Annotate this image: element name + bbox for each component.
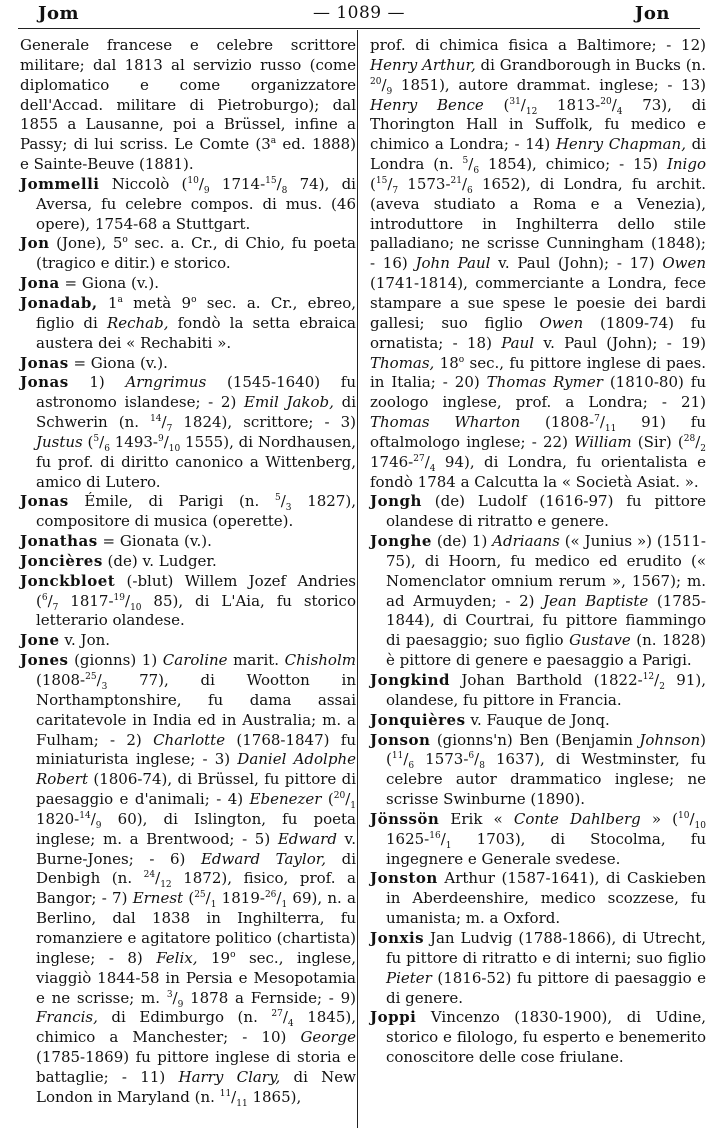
header-right-word: Jon	[634, 3, 670, 24]
dictionary-entry-jonckbloet: Jonckbloet (-blut) Willem Jozef Andries ($^6/_7$ $1817-^{19}/_{10}$ 85), di L'Aia, fu storico letterario olandese.	[20, 571, 356, 630]
dictionary-entry-jongkind: Jongkind Johan Barthold ($1822-^{12}/_2$ 91), olandese, fu pittore in Francia.	[370, 671, 706, 709]
dictionary-entry-jonson: Jonson (gionns'n) Ben (Benjamin Johnson) ($^{11}/_6$ $1573-^6/_8$ 1637), di Westminster, fu celebre autor drammatico inglese; ne scrisse Swinburne (1890).	[370, 730, 706, 809]
dictionary-entry-jommelli: Jommelli Niccolò ($^{10}/_9$ $1714-^{15}/_8$ 74), di Aversa, fu celebre compos. di mus. (46 opere), 1754-68 a Stuttgart.	[20, 174, 356, 233]
dictionary-entry-jonadab: Jonadab, 1$^a$ metà 9$^o$ sec. a. Cr., ebreo, figlio di Rechab, fondò la setta ebraica austera dei « Rechabiti ».	[20, 293, 357, 352]
dictionary-entry-jonsson: Jönssön Erik « Conte Dahlberg » ($^{10}/_{10}$ $1625-^{16}/_1$ 1703), di Stocolma, fu ingegnere e Generale svedese.	[370, 809, 706, 868]
dictionary-entry-joppi: Joppi Vincenzo (1830-1900), di Udine, storico e filologo, fu esperto e benemerito conoscitore delle cose friulane.	[370, 1008, 706, 1067]
dictionary-entry-jona: Jona = Giona (v.).	[20, 274, 159, 293]
dictionary-entry-jonas2: Jonas 1) Arngrimus (1545-1640) fu astronomo islandese; - 2) Emil Jakob, di Schwerin (n. $^{14}/_7$ 1824), scrittore; - 3) Justus ($^5/_6$ $1493-^9/_{10}$ 1555), di Nordhausen, fu prof. di diritto canonico a Wittenberg, amico di Lutero.	[20, 373, 357, 491]
dictionary-entry-jonghe: Jonghe (de) 1) Adriaans (« Junius ») (1511-75), di Hoorn, fu medico ed erudito (« Nomenclator omnium rerum », 1567); m. ad Armuyden; - 2) Jean Baptiste (1785-1844), di Courtrai, fu pittore fiammingo di paesaggio; suo figlio Gustave (n. 1828) è pittore di genere e paesaggio a Parigi.	[370, 532, 707, 670]
page-header	[0, 0, 718, 30]
dictionary-entry-jonathas: Jonathas = Gionata (v.).	[20, 532, 212, 551]
dictionary-entry-jonas1: Jonas = Giona (v.).	[20, 353, 168, 372]
column-divider	[357, 30, 358, 1128]
right-column	[370, 36, 706, 1068]
dictionary-entry-joncieres: Joncières (de) v. Ludger.	[20, 551, 217, 570]
dictionary-entry-jongh: Jongh (de) Ludolf (1616-97) fu pittore olandese di ritratto e genere.	[370, 492, 706, 531]
dictionary-entry-jones: Jones (gionns) 1) Caroline marit. Chisholm ($1808-^{25}/_3$ 77), di Wootton in Northamptonshire, fu dama assai caritatevole in India ed in Australia; m. a Fulham; - 2) Charlotte (1768-1847) fu miniaturista inglese; - 3) Daniel Adolphe Robert (1806-74), di Brüssel, fu pittore di paesaggio e d'animali; - 4) Ebenezer ($^{20}/_1$ $1820-^{14}/_9$ 60), di Islington, fu poeta inglese; m. a Brentwood; - 5) Edward v. Burne-Jones; - 6) Edward Taylor, di Denbigh (n. $^{24}/_{12}$ 1872), fisico, prof. a Bangor; - 7) Ernest ($^{25}/_1$ $1819-^{26}/_1$ 69), n. a Berlino, dal 1838 in Inghilterra, fu romanziere e agitatore politico (chartista) inglese; - 8) Felix, 19$^o$ sec., inglese, viaggiò 1844-58 in Persia e Mesopotamia e ne scrisse; m. $^3/_9$ 1878 a Fernside; - 9) Francis, di Edimburgo (n. $^{27}/_4$ 1845), chimico a Manchester; - 10) George (1785-1869) fu pittore inglese di storia e battaglie; - 11) Harry Clary, di New London in Maryland (n. $^{11}/_{11}$ 1865),	[20, 651, 357, 1109]
dictionary-entry-jone: Jone v. Jon.	[20, 631, 111, 650]
dictionary-entry-jon: Jon (Jone), 5$^o$ sec. a. Cr., di Chio, fu poeta (tragico e ditir.) e storico.	[20, 234, 356, 273]
page-number: — 1089 —	[312, 3, 406, 23]
dictionary-entry-jonquieres: Jonquières v. Fauque de Jonq.	[370, 710, 610, 729]
dictionary-entry-cont: prof. di chimica fisica a Baltimore; - 12) Henry Arthur, di Grandborough in Bucks (n. $^{20}/_9$ 1851), autore drammat. inglese; - 13) Henry Bence ($^{31}/_{12}$ $1813-^{20}/_4$ 73), di Thorington Hall in Suffolk, fu medico e chimico a Londra; - 14) Henry Chapman, di Londra (n. $^5/_6$ 1854), chimico; - 15) Inigo ($^{15}/_7$ $1573-^{21}/_6$ 1652), di Londra, fu archit. (aveva studiato a Roma e a Venezia), introduttore in Inghilterra dello stile palladiano; ne scrisse Cunningham (1848); - 16) John Paul v. Paul (John); - 17) Owen (1741-1814), commerciante a Londra, fece stampare a sue spese le poesie dei bardi gallesi; suo figlio Owen (1809-74) fu ornatista; - 18) Paul v. Paul (John); - 19) Thomas, 18$^o$ sec., fu pittore inglese di paes. in Italia; - 20) Thomas Rymer (1810-80) fu zoologo inglese, prof. a Londra; - 21) Thomas Wharton ($1808-^7/_{11}$ 91) fu oftalmologo inglese; - 22) William (Sir) ($^{28}/_2$ $1746-^{27}/_4$ 94), di Londra, fu orientalista e fondò 1784 a Calcutta la « Società Asiat. ».	[370, 36, 707, 491]
dictionary-entry-jonston: Jonston Arthur (1587-1641), di Caskieben in Aberdeenshire, medico scozzese, fu umanista; m. a Oxford.	[370, 869, 706, 928]
left-column	[20, 36, 356, 1108]
dictionary-entry-jonxis: Jonxis Jan Ludvig (1788-1866), di Utrecht, fu pittore di ritratto e di interni; suo figlio Pieter (1816-52) fu pittore di paesaggio e di genere.	[370, 928, 706, 1007]
header-left-word: Jom	[38, 3, 80, 24]
header-rule	[18, 28, 700, 29]
dictionary-entry-cont: Generale francese e celebre scrittore militare; dal 1813 al servizio russo (come diplomatico e come organizzatore dell'Accad. militare di Pietroburgo); dal 1855 a Lausanne, poi a Brüssel, infine a Passy; di lui scriss. Le Comte (3$^a$ ed. 1888) e Sainte-Beuve (1881).	[20, 36, 356, 174]
dictionary-entry-jonas3: Jonas Émile, di Parigi (n. $^5/_3$ 1827), compositore di musica (operette).	[20, 492, 357, 531]
